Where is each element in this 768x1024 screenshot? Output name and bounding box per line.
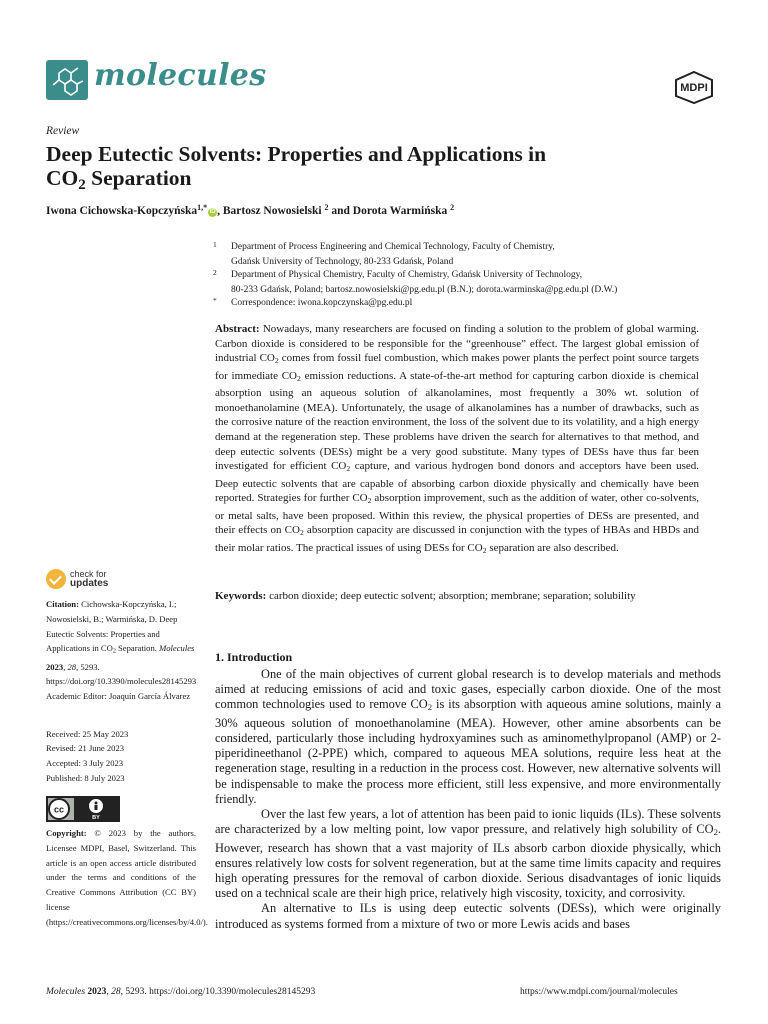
keywords-label: Keywords: (215, 590, 267, 602)
check-for-updates-button[interactable]: check for updates (46, 569, 166, 591)
mdpi-logo-icon (666, 70, 722, 104)
author-name: , Bartosz Nowosielski (217, 205, 322, 217)
copyright-notice: Copyright: © 2023 by the authors. Licensee MDPI, Basel, Switzerland. This article is an open access article distributed under the terms and conditions of the Creative Commons Attribution (CC BY) license (https://creativecommons.org/licenses/by/4.0/). (46, 828, 208, 927)
correspondence: * Correspondence: iwona.kopczynska@pg.edu.pl (213, 296, 413, 308)
paragraph: One of the main objectives of current global research is to develop materials and methods aimed at reducing emissions of acid and toxic gases, especially carbon dioxide. One of the most common technologies used to remove $CO_2$ is its absorption with aqueous amine solutions, mainly a 30% aqueous solution of monoethanolamine (MEA). However, other amine absorbents can be considered, particularly those including hydroxyamines such as aminomethylpropanol (AMP) or 2-piperidineethanol (2-PPE) which, compared to aqueous MEA solutions, require less heat at the regeneration stage, resulting in a reduction in the process cost. However, new alternative solvents will be indispensable to make the process more efficient, still less expensive, and more environmentally friendly. (215, 667, 721, 806)
article-title: Deep Eutectic Solvents: Properties and Applications in $CO_2$ Separation (46, 142, 547, 193)
citation-doi-link[interactable]: , 5293. https://doi.org/10.3390/molecules28145293 (46, 661, 197, 687)
article-type: Review (46, 125, 80, 137)
academic-editor: Academic Editor: Joaquín García Álvarez (46, 691, 191, 701)
author-name: and Dorota Warmińska (328, 205, 448, 217)
published-date: Published: 8 July 2023 (46, 773, 125, 783)
affiliation: 2 Department of Physical Chemistry, Faculty of Chemistry, Gdańsk University of Technology, 80-233 Gdańsk, Poland; bartosz.nowosielski@pg.edu.pl (B.N.); dorota.warminska@pg.edu.pl (D.W.) (213, 268, 618, 295)
citation: Citation: Cichowska-Kopczyńska, I.; Nowosielski, B.; Warmińska, D. Deep Eutectic Solvents: Properties and Applications in $CO_2$ Separation. Molecules 2023, 28, 5293. https://doi.org/10.3390/molecules28145293 (46, 599, 197, 687)
abstract: Abstract: Nowadays, many researchers are focused on finding a solution to the problem of global warming. Carbon dioxide is considered to be responsible for the “greenhouse” effect. The largest global emission of industrial $CO_2$ comes from fossil fuel combustion, which makes power plants the perfect point source targets for immediate $CO_2$ emission reductions. A state-of-the-art method for capturing carbon dioxide is chemical absorption using an aqueous solution of alkanolamines, most frequently a 30% wt. solution of monoethanolamine (MEA). Unfortunately, the usage of alkanolamines has a number of drawbacks, such as the corrosive nature of the reaction environment, the loss of the solvent due to its volatility, and a high energy demand at the regeneration step. These problems have driven the search for alternatives to that method, and deep eutectic solvents (DESs) might be a very good substitute. Many types of DESs have thus far been investigated for efficient $CO_2$ capture, and various hydrogen bond donors and acceptors have been used. Deep eutectic solvents that are capable of absorbing carbon dioxide physically and chemically have been reported. Strategies for further $CO_2$ absorption improvement, such as the addition of water, other co-solvents, or metal salts, have been proposed. Within this review, the physical properties of DESs are presented, and their effects on $CO_2$ absorption capacity are discussed in conjunction with the types of HBAs and HBDs and their molar ratios. The practical issues of using DESs for $CO_2$ separation are also described. (215, 323, 699, 555)
accepted-date: Accepted: 3 July 2023 (46, 758, 124, 768)
affiliation: 1 Department of Process Engineering and Chemical Technology, Faculty of Chemistry, Gdańsk University of Technology, 80-233 Gdańsk, Poland (213, 240, 555, 267)
introduction-body (215, 667, 721, 932)
paragraph: Over the last few years, a lot of attention has been paid to ionic liquids (ILs). These solvents are characterized by a low melting point, low vapor pressure, and relatively high solubility of $CO_2$. However, research has shown that a vast majority of ILs absorb carbon dioxide physically, which ensures relatively low costs for solvent regeneration, but at the same time limits capacity and requires high operating pressures for the removal of carbon dioxide. Serious disadvantages of ionic liquids used on a technical scale are their high price, relatively high viscosity, toxicity, and corrosivity. (215, 806, 721, 901)
paragraph: An alternative to ILs is using deep eutectic solvents (DESs), which were originally introduced as systems formed from a mixture of two or more Lewis acids and bases (215, 901, 721, 931)
cc-by-license-icon[interactable] (46, 796, 120, 822)
revised-date: Revised: 21 June 2023 (46, 743, 125, 753)
keywords: Keywords: carbon dioxide; deep eutectic solvent; absorption; membrane; separation; solubility (215, 590, 636, 602)
journal-logo-icon (46, 60, 88, 100)
journal-name: molecules (94, 58, 267, 93)
orcid-icon[interactable]: iD (209, 209, 216, 215)
check-updates-icon (46, 569, 66, 589)
svg-text:cc: cc (53, 804, 65, 815)
received-date: Received: 25 May 2023 (46, 729, 129, 739)
section-heading: 1. Introduction (215, 650, 293, 664)
svg-text:BY: BY (92, 815, 100, 821)
author-list: Iwona Cichowska-Kopczyńska$^{1,*}$ iD , Bartosz Nowosielski $^2$ and Dorota Warmińska $^2$ (46, 203, 455, 217)
footer-journal-url[interactable]: https://www.mdpi.com/journal/molecules (520, 987, 678, 997)
footer-citation: Molecules 2023, 28, 5293. https://doi.org/10.3390/molecules28145293 (46, 987, 316, 997)
publisher-name: MDPI (680, 82, 708, 94)
author-name: Iwona Cichowska-Kopczyńska (46, 205, 198, 217)
abstract-label: Abstract: (215, 323, 260, 335)
